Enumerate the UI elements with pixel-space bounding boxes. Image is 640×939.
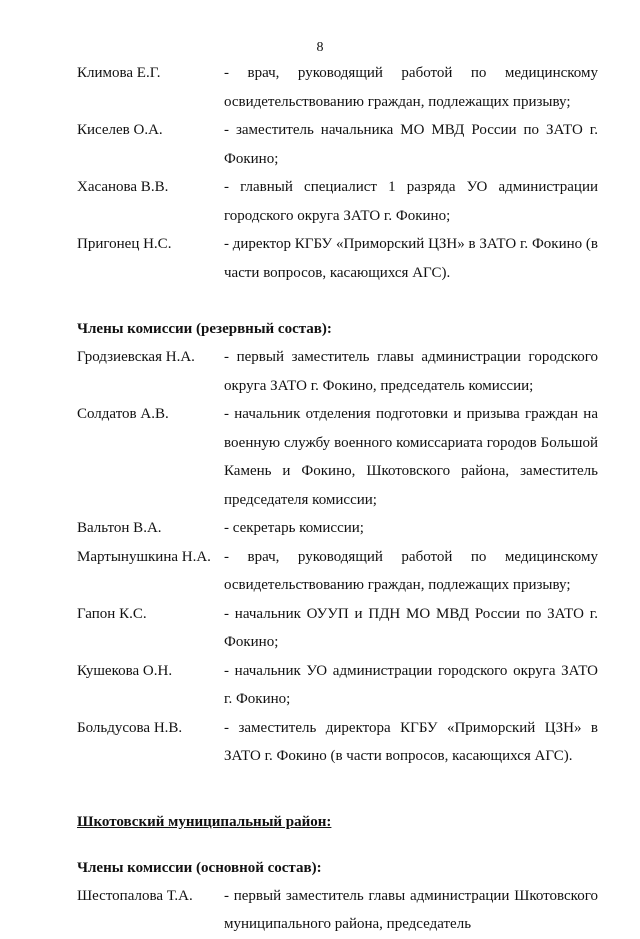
member-name: Вальтон В.А.	[77, 520, 162, 536]
member-role: - заместитель директора КГБУ «Приморский ЦЗН» в ЗАТО г. Фокино (в части вопросов, касающихся АГС).	[224, 719, 598, 764]
page-number: 8	[316, 40, 324, 55]
member-role: - первый заместитель главы администрации городского округа ЗАТО г. Фокино, председатель комиссии;	[224, 349, 598, 394]
member-name: Мартынушкина Н.А.	[77, 548, 211, 565]
member-row	[77, 173, 598, 230]
member-role: - главный специалист 1 разряда УО администрации городского округа ЗАТО г. Фокино;	[224, 179, 598, 224]
member-row	[77, 343, 598, 400]
member-row	[77, 514, 598, 543]
member-role: - секретарь комиссии;	[224, 520, 364, 536]
member-role: - первый заместитель главы администрации Шкотовского муниципального района, председатель	[224, 887, 598, 932]
member-row	[77, 882, 598, 939]
member-row	[77, 116, 598, 173]
member-role: - начальник УО администрации городского округа ЗАТО г. Фокино;	[224, 662, 598, 707]
member-row	[77, 600, 598, 657]
member-role: - врач, руководящий работой по медицинскому освидетельствованию граждан, подлежащих призыву;	[224, 65, 598, 110]
member-name: Гродзиевская Н.А.	[77, 349, 195, 365]
member-name: Пригонец Н.С.	[77, 236, 172, 252]
member-role: - начальник ОУУП и ПДН МО МВД России по ЗАТО г. Фокино;	[224, 605, 598, 650]
member-name: Кушекова О.Н.	[77, 662, 173, 679]
member-name: Гапон К.С.	[77, 605, 147, 622]
member-role: - врач, руководящий работой по медицинскому освидетельствованию граждан, подлежащих призыву;	[224, 548, 598, 593]
member-role: - директор КГБУ «Приморский ЦЗН» в ЗАТО г. Фокино (в части вопросов, касающихся АГС).	[224, 236, 598, 281]
section-heading-main: Члены комиссии (основной состав):	[77, 859, 322, 876]
member-row	[77, 230, 598, 287]
member-row	[77, 714, 598, 771]
member-role: - заместитель начальника МО МВД России по ЗАТО г. Фокино;	[224, 122, 598, 167]
member-row	[77, 59, 598, 116]
member-name: Киселев О.А.	[77, 122, 163, 138]
member-name: Хасанова В.В.	[77, 179, 169, 195]
member-row	[77, 543, 598, 600]
member-name: Шестопалова Т.А.	[77, 887, 193, 904]
document-body	[77, 59, 598, 939]
member-row	[77, 400, 598, 514]
member-name: Солдатов А.В.	[77, 406, 169, 422]
section-heading-reserve: Члены комиссии (резервный состав):	[77, 321, 332, 337]
member-role: - начальник отделения подготовки и призыва граждан на военную службу военного комиссариата городов Большой Камень и Фокино, Шкотовского района, заместитель председателя комиссии;	[224, 406, 598, 508]
member-row	[77, 657, 598, 714]
district-heading: Шкотовский муниципальный район:	[77, 813, 332, 830]
member-name: Больдусова Н.В.	[77, 719, 183, 736]
member-name: Климова Е.Г.	[77, 65, 161, 81]
